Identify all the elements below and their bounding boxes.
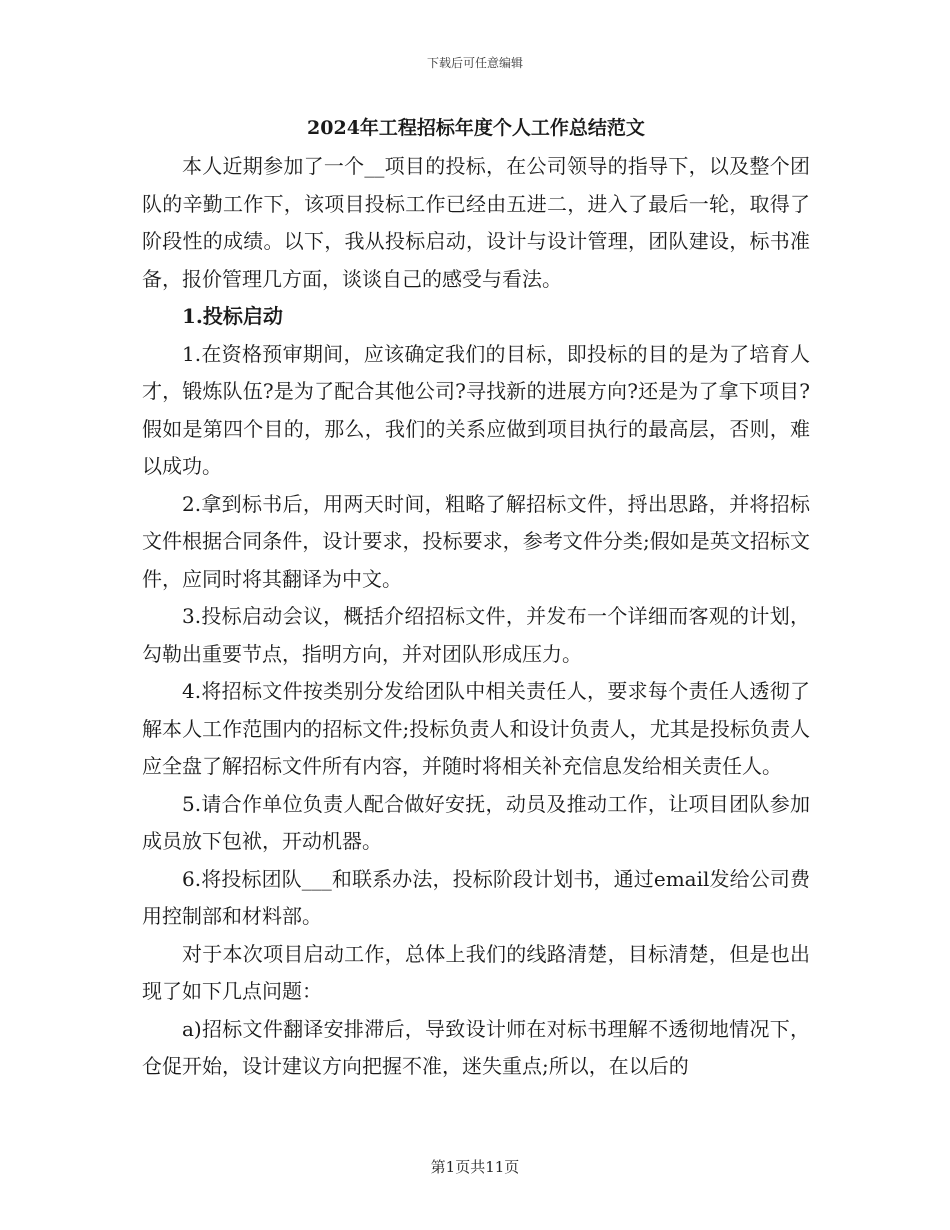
paragraph-item-4: 4.将招标文件按类别分发给团队中相关责任人，要求每个责任人透彻了解本人工作范围内的招标文件;投标负责人和设计负责人，尤其是投标负责人应全盘了解招标文件所有内容，并随时将相关补充信息发给相关责任人。 bbox=[142, 679, 810, 778]
paragraph-item-3: 3.投标启动会议，概括介绍招标文件，并发布一个详细而客观的计划，勾勒出重要节点，指明方向，并对团队形成压力。 bbox=[142, 604, 810, 666]
paragraph-item-5: 5.请合作单位负责人配合做好安抚，动员及推动工作，让项目团队参加成员放下包袱，开动机器。 bbox=[142, 791, 810, 853]
page-header-note: 下载后可任意编辑 bbox=[426, 56, 523, 70]
paragraph-item-1: 1.在资格预审期间，应该确定我们的目标，即投标的目的是为了培育人才，锻炼队伍?是为了配合其他公司?寻找新的进展方向?还是为了拿下项目?假如是第四个目的，那么，我们的关系应做到项目执行的最高层，否则，难以成功。 bbox=[142, 341, 810, 478]
paragraph-item-2: 2.拿到标书后，用两天时间，粗略了解招标文件，捋出思路，并将招标文件根据合同条件，设计要求，投标要求，参考文件分类;假如是英文招标文件，应同时将其翻译为中文。 bbox=[142, 491, 810, 591]
paragraph-issue-a: a)招标文件翻译安排滞后，导致设计师在对标书理解不透彻地情况下，仓促开始，设计建议方向把握不准，迷失重点;所以，在以后的 bbox=[142, 1016, 810, 1078]
document-body bbox=[142, 112, 810, 1086]
paragraph-summary: 对于本次项目启动工作，总体上我们的线路清楚，目标清楚，但是也出现了如下几点问题： bbox=[142, 941, 810, 1003]
section-heading-bid-launch: 1.投标启动 bbox=[182, 304, 283, 328]
document-title: 2024年工程招标年度个人工作总结范文 bbox=[307, 117, 645, 139]
paragraph-item-6: 6.将投标团队___和联系办法，投标阶段计划书，通过email发给公司费用控制部和材料部。 bbox=[142, 866, 810, 928]
paragraph-intro: 本人近期参加了一个__项目的投标，在公司领导的指导下，以及整个团队的辛勤工作下，该项目投标工作已经由五进二，进入了最后一轮，取得了阶段性的成绩。以下，我从投标启动，设计与设计管理，团队建设，标书准备，报价管理几方面，谈谈自己的感受与看法。 bbox=[142, 154, 810, 291]
page-number-footer: 第1页共11页 bbox=[430, 1158, 520, 1176]
